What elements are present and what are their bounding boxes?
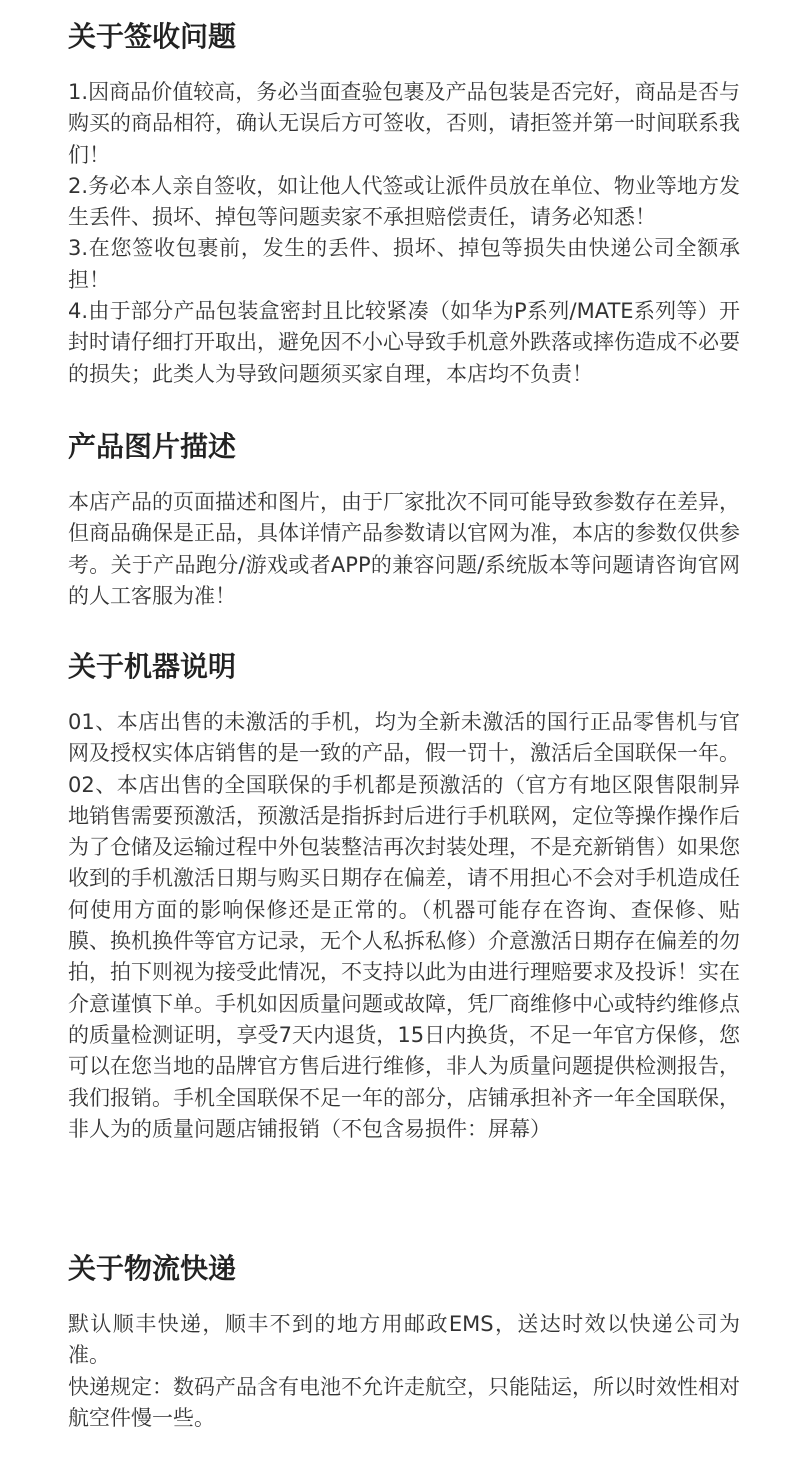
paragraph: 快递规定：数码产品含有电池不允许走航空，只能陆运，所以时效性相对航空件慢一些。	[68, 1374, 740, 1430]
section-title: 关于物流快递	[68, 1252, 237, 1285]
section-body	[68, 487, 740, 612]
section-logistics	[68, 1249, 740, 1434]
section-product-images	[68, 427, 740, 612]
paragraph: 3.在您签收包裹前，发生的丢件、损坏、掉包等损失由快递公司全额承担！	[68, 236, 740, 292]
section-title: 产品图片描述	[68, 430, 237, 463]
section-body	[68, 77, 740, 390]
section-body	[68, 707, 740, 1145]
section-device-notes	[68, 647, 740, 1145]
paragraph: 本店产品的页面描述和图片，由于厂家批次不同可能导致参数存在差异，但商品确保是正品，具体详情产品参数请以官网为准，本店的参数仅供参考。关于产品跑分/游戏或者APP的兼容问题/系统版本等问题请咨询官网的人工客服为准！	[68, 490, 740, 608]
paragraph: 默认顺丰快递，顺丰不到的地方用邮政EMS，送达时效以快递公司为准。	[68, 1312, 740, 1368]
section-body	[68, 1309, 740, 1434]
paragraph: 02、本店出售的全国联保的手机都是预激活的（官方有地区限售限制异地销售需要预激活，预激活是指拆封后进行手机联网，定位等操作操作后为了仓储及运输过程中外包装整洁再次封装处理，不是充新销售）如果您收到的手机激活日期与购买日期存在偏差，请不用担心不会对手机造成任何使用方面的影响保修还是正常的。（机器可能存在咨询、查保修、贴膜、换机换件等官方记录，无个人私拆私修）介意激活日期存在偏差的勿拍，拍下则视为接受此情况，不支持以此为由进行理赔要求及投诉！实在介意谨慎下单。手机如因质量问题或故障，凭厂商维修中心或特约维修点的质量检测证明，享受7天内退货，15日内换货，不足一年官方保修，您可以在您当地的品牌官方售后进行维修，非人为质量问题提供检测报告，我们报销。手机全国联保不足一年的部分，店铺承担补齐一年全国联保，非人为的质量问题店铺报销（不包含易损件：屏幕）	[68, 772, 740, 1141]
paragraph: 4.由于部分产品包装盒密封且比较紧凑（如华为P系列/MATE系列等）开封时请仔细打开取出，避免因不小心导致手机意外跌落或摔伤造成不必要的损失；此类人为导致问题须买家自理，本店均不负责！	[68, 299, 740, 386]
paragraph: 01、本店出售的未激活的手机，均为全新未激活的国行正品零售机与官网及授权实体店销售的是一致的产品，假一罚十，激活后全国联保一年。	[68, 710, 740, 766]
section-signing	[68, 17, 740, 390]
section-title: 关于机器说明	[68, 650, 237, 683]
paragraph: 1.因商品价值较高，务必当面查验包裹及产品包装是否完好，商品是否与购买的商品相符，确认无误后方可签收，否则，请拒签并第一时间联系我们！	[68, 80, 740, 167]
paragraph: 2.务必本人亲自签收，如让他人代签或让派件员放在单位、物业等地方发生丢件、损坏、掉包等问题卖家不承担赔偿责任，请务必知悉！	[68, 173, 740, 230]
section-title: 关于签收问题	[68, 20, 237, 53]
